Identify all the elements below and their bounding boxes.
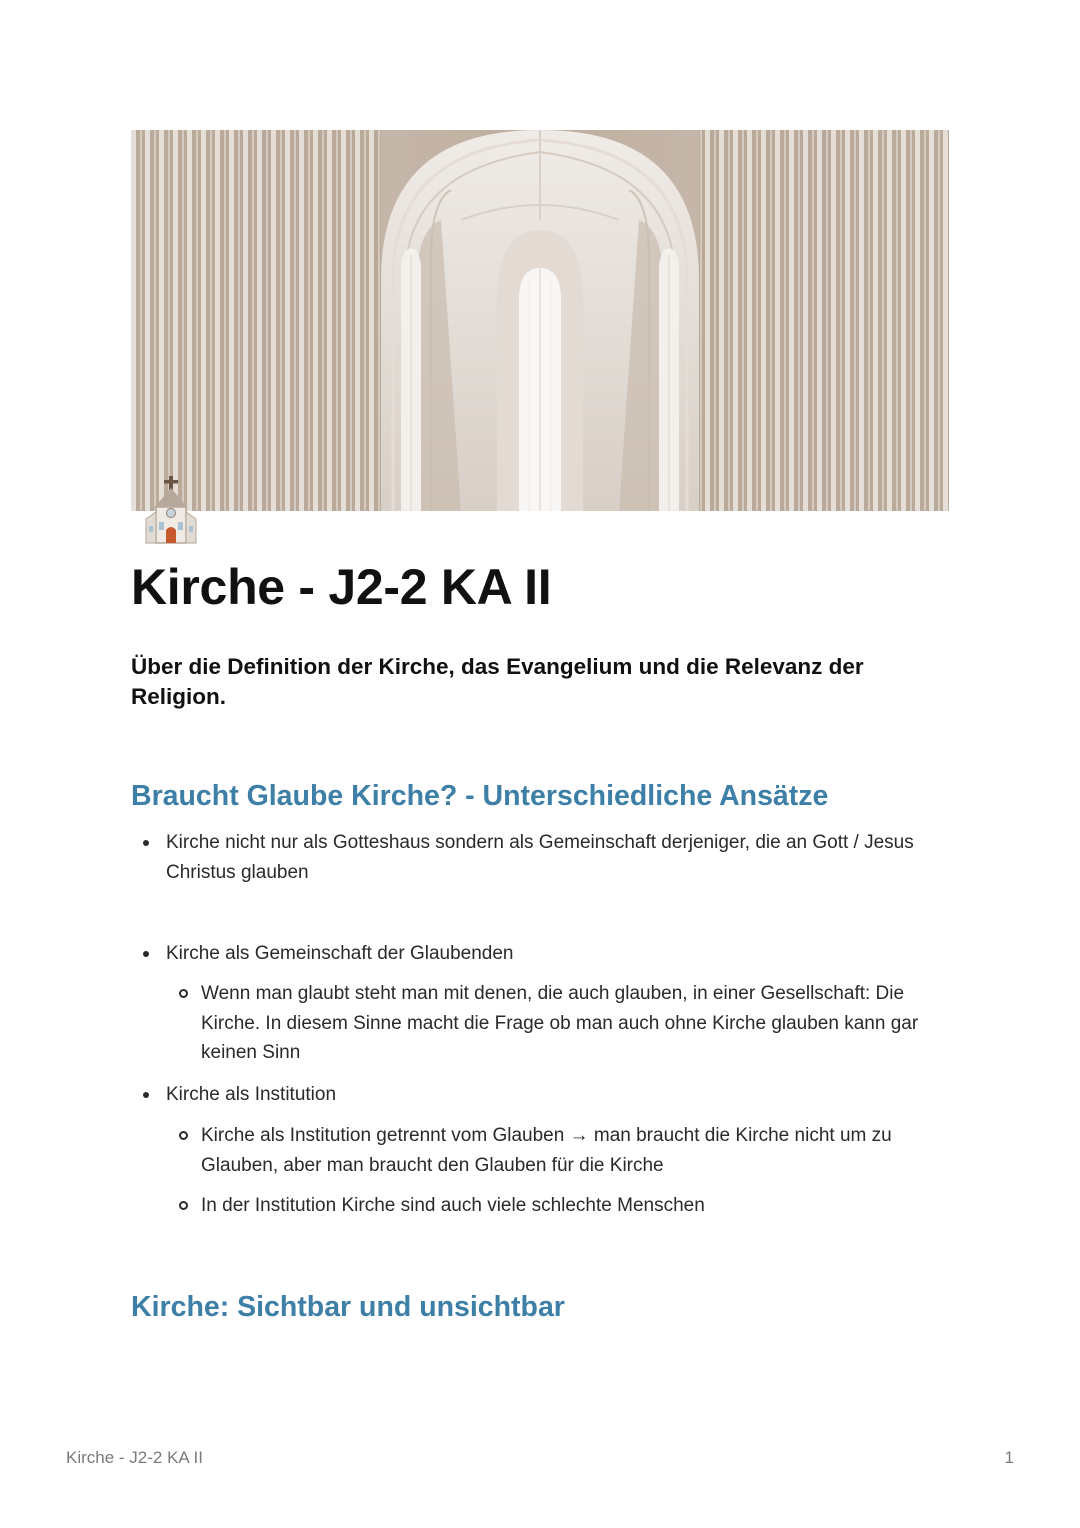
cathedral-arches-image	[131, 130, 949, 511]
list-item	[166, 939, 946, 969]
church-icon	[140, 474, 202, 546]
page-title: Kirche - J2-2 KA II	[131, 559, 552, 615]
footer-title: Kirche - J2-2 KA II	[66, 1448, 203, 1467]
list-item-text: Kirche als Gemeinschaft der Glaubenden	[166, 943, 514, 964]
page-number: 1	[1004, 1448, 1014, 1467]
list-item-text: Wenn man glaubt steht man mit denen, die auch glauben, in einer Gesellschaft: Die Kirche. In diesem Sinne macht die Frage ob man auch ohne Kirche glauben kann gar keinen Sinn	[201, 983, 919, 1063]
list-item-text: Kirche als Institution getrennt vom Glauben → man braucht die Kirche nicht um zu Glauben, aber man braucht den Glauben für die Kirche	[201, 1125, 892, 1176]
cover-image	[131, 130, 949, 511]
section-heading-sichtbar-unsichtbar: Kirche: Sichtbar und unsichtbar	[131, 1291, 565, 1323]
sub-list-item	[201, 979, 946, 1068]
list-item-text: Kirche nicht nur als Gotteshaus sondern als Gemeinschaft derjeniger, die an Gott / Jesus Christus glauben	[166, 832, 914, 883]
page-subtitle: Über die Definition der Kirche, das Evangelium und die Relevanz der Religion.	[131, 654, 864, 709]
bullet-circle-icon	[179, 1131, 188, 1140]
sub-list-item	[201, 1191, 946, 1221]
list-item	[166, 828, 946, 887]
sub-list-item	[201, 1121, 946, 1180]
list-item-text: In der Institution Kirche sind auch viele schlechte Menschen	[201, 1195, 705, 1216]
section-heading-braucht-glaube-kirche: Braucht Glaube Kirche? - Unterschiedliche Ansätze	[131, 780, 829, 812]
bullet-circle-icon	[179, 989, 188, 998]
bullet-dot-icon	[143, 840, 149, 846]
list-item-text: Kirche als Institution	[166, 1084, 337, 1105]
bullet-dot-icon	[143, 951, 149, 957]
list-item	[166, 1080, 946, 1110]
bullet-circle-icon	[179, 1201, 188, 1210]
bullet-dot-icon	[143, 1092, 149, 1098]
